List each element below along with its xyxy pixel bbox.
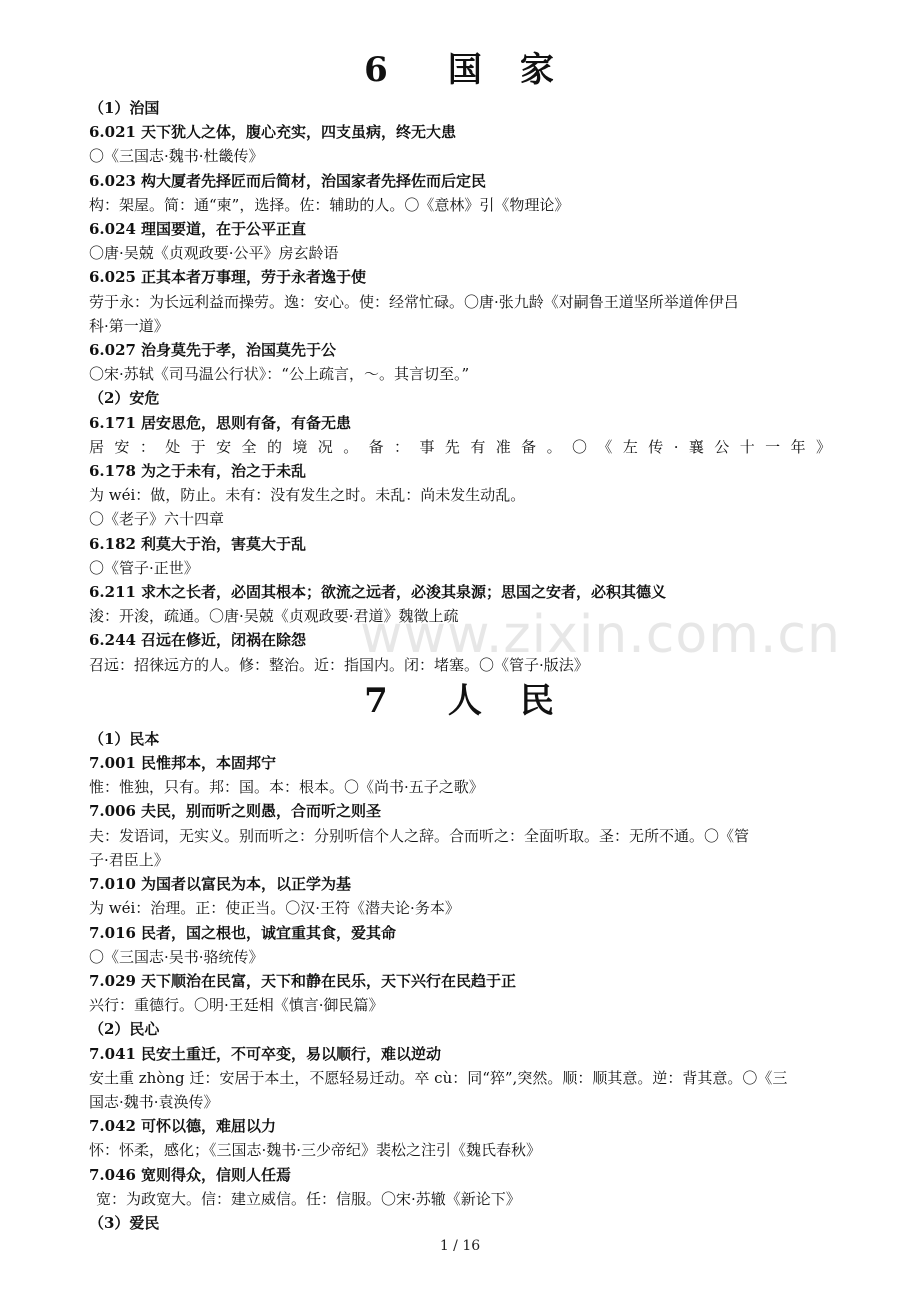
- entry-number: 6.178: [89, 462, 136, 481]
- entry-note: 〇唐·吴兢《贞观政要·公平》房玄龄语: [89, 244, 339, 263]
- document-content: [89, 48, 841, 1235]
- proverb-entry: [89, 969, 831, 993]
- proverb-entry: [89, 411, 831, 435]
- entry-text: 正其本者万事理，劳于永者逸于使: [141, 268, 367, 287]
- entry-text: 宽则得众，信则人任焉: [141, 1165, 292, 1184]
- entry-text: 可怀以德，难屈以力: [141, 1117, 277, 1136]
- section-heading: （1）治国: [89, 99, 160, 117]
- proverb-entry: [89, 120, 831, 144]
- proverb-entry: [89, 532, 831, 556]
- watermark: www.zixin.com.cn: [360, 605, 841, 665]
- entry-text: 召远在修近，闭祸在除怨: [141, 631, 307, 650]
- entry-number: 6.211: [89, 583, 136, 602]
- entry-note: 兴行：重德行。〇明·王廷相《慎言·御民篇》: [89, 996, 384, 1015]
- proverb-entry: [89, 628, 831, 652]
- proverb-entry: [89, 799, 831, 823]
- entry-number: 6.171: [89, 413, 136, 432]
- entry-number: 6.024: [89, 220, 136, 239]
- proverb-entry: [89, 872, 831, 896]
- entry-number: 7.041: [89, 1044, 136, 1063]
- chapter-number: 6: [364, 50, 390, 90]
- entry-text: 居安思危，思则有备，有备无患: [141, 413, 352, 432]
- proverb-entry: [89, 1042, 831, 1066]
- proverb-entry: [89, 338, 831, 362]
- entry-note: 怀：怀柔，感化；《三国志·魏书·三少帝纪》裴松之注引《魏氏春秋》: [89, 1141, 542, 1160]
- entry-text: 民者，国之根也，诚宜重其食，爱其命: [141, 923, 397, 942]
- entry-text: 理国要道，在于公平正直: [141, 220, 307, 239]
- proverb-entry: [89, 751, 831, 775]
- entry-text: 为国者以富民为本，以正学为基: [141, 875, 352, 894]
- entry-number: 6.023: [89, 171, 136, 190]
- section-heading: （3）爱民: [89, 1213, 160, 1232]
- entry-number: 7.001: [89, 754, 136, 773]
- section-heading: （1）民本: [89, 729, 160, 748]
- entry-note: 惟：惟独，只有。邦：国。本：根本。〇《尚书·五子之歌》: [89, 778, 484, 797]
- entry-text: 天下顺治在民富，天下和静在民乐，天下兴行在民趋于正: [141, 971, 517, 990]
- proverb-entry: [89, 1163, 831, 1187]
- entry-number: 7.006: [89, 802, 136, 821]
- entry-note: 为 wéi：治理。正：使正当。〇汉·王符《潜夫论·务本》: [89, 899, 460, 918]
- proverb-entry: [89, 580, 831, 604]
- entry-note: 科·第一道》: [89, 316, 169, 335]
- chapter-number: 7: [364, 680, 390, 721]
- entry-number: 7.010: [89, 875, 136, 894]
- entry-note: 劳于永：为长远利益而操劳。逸：安心。使：经常忙碌。〇唐·张九龄《对嗣鲁王道坚所举道侔伊吕: [89, 292, 739, 311]
- entry-number: 7.046: [89, 1165, 136, 1184]
- entry-number: 6.025: [89, 268, 136, 287]
- entry-note: 〇《三国志·吴书·骆统传》: [89, 947, 264, 966]
- chapter-heading: [89, 679, 831, 723]
- entry-note: 〇《三国志·魏书·杜畿传》: [89, 147, 264, 166]
- entry-text: 夫民，别而听之则愚，合而听之则圣: [141, 802, 382, 821]
- entry-text: 天下犹人之体，腹心充实，四支虽病，终无大患: [141, 123, 457, 142]
- entry-note: 居安：处于安全的境况。备：事先有准备。〇《左传·襄公十一年》: [89, 437, 831, 456]
- entry-number: 6.021: [89, 123, 136, 142]
- entry-note: 宽：为政宽大。信：建立威信。任：信服。〇宋·苏辙《新论下》: [96, 1189, 521, 1208]
- entry-number: 6.027: [89, 341, 136, 360]
- page-number: 1 / 16: [439, 1238, 481, 1254]
- entry-number: 6.182: [89, 534, 136, 553]
- entry-note: 〇宋·苏轼《司马温公行状》：“公上疏言，～。其言切至。”: [89, 365, 470, 384]
- entry-note: 安土重 zhòng 迁：安居于本土，不愿轻易迁动。卒 cù：同“猝”,突然。顺：顺其意。逆：背其意。〇《三: [89, 1068, 788, 1087]
- section-heading: （2）民心: [89, 1020, 160, 1039]
- proverb-entry: [89, 169, 831, 193]
- entry-number: 7.029: [89, 971, 136, 990]
- entry-note: 召远：招徕远方的人。修：整治。近：指国内。闭：堵塞。〇《管子·版法》: [89, 655, 589, 674]
- entry-note: 构：架屋。简：通“柬”，选择。佐：辅助的人。〇《意林》引《物理论》: [89, 195, 570, 214]
- entry-text: 民惟邦本，本固邦宁: [141, 754, 277, 773]
- entry-text: 为之于未有，治之于未乱: [141, 462, 307, 481]
- entry-note: 子·君臣上》: [89, 850, 169, 869]
- entry-note: 浚：开浚，疏通。〇唐·吴兢《贞观政要·君道》魏徵上疏: [89, 607, 459, 626]
- entry-number: 6.244: [89, 631, 136, 650]
- entry-note: 〇《管子·正世》: [89, 558, 199, 577]
- entry-number: 7.042: [89, 1117, 136, 1136]
- entry-number: 7.016: [89, 923, 136, 942]
- entry-note: 为 wéi：做，防止。未有：没有发生之时。未乱：尚未发生动乱。: [89, 486, 526, 505]
- chapter-title: 人 民: [447, 680, 556, 721]
- entry-text: 民安土重迁，不可卒变，易以顺行，难以逆动: [141, 1044, 442, 1063]
- section-heading: （2）安危: [89, 389, 160, 408]
- chapter-title: 国 家: [447, 50, 556, 90]
- proverb-entry: [89, 921, 831, 945]
- entry-note: 夫：发语词，无实义。别而听之：分别听信个人之辞。合而听之：全面听取。圣：无所不通。〇《管: [89, 826, 750, 845]
- entry-note: 国志·魏书·袁涣传》: [89, 1092, 219, 1111]
- entry-text: 构大厦者先择匠而后简材，治国家者先择佐而后定民: [141, 171, 487, 190]
- proverb-entry: [89, 217, 831, 241]
- proverb-entry: [89, 459, 831, 483]
- chapter-heading: [89, 48, 831, 92]
- entry-text: 求木之长者，必固其根本；欲流之远者，必浚其泉源；思国之安者，必积其德义: [141, 583, 667, 602]
- proverb-entry: [89, 265, 831, 289]
- entry-text: 治身莫先于孝，治国莫先于公: [141, 341, 337, 360]
- entry-text: 利莫大于治，害莫大于乱: [141, 534, 307, 553]
- proverb-entry: [89, 1114, 831, 1138]
- entry-note: 〇《老子》六十四章: [89, 510, 225, 529]
